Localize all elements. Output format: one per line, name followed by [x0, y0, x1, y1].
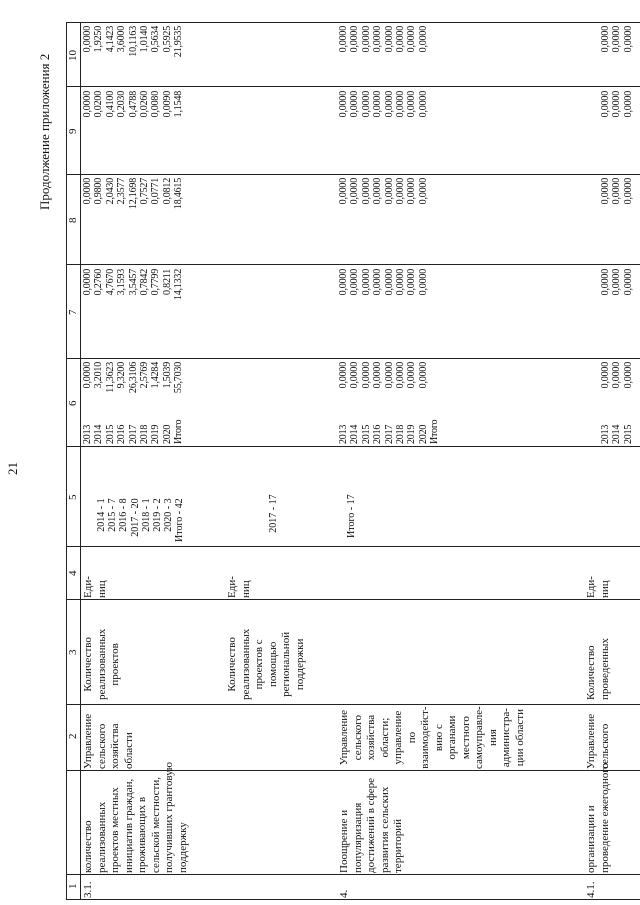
- funding-col-8: 0,0000 0,9800 2,0430 2,3577 12,1698 0,7527 0,0771 0,0812 18,4615: [82, 178, 185, 210]
- row-number: 3.1.: [82, 881, 94, 898]
- header-col-10: 10: [67, 50, 79, 61]
- header-col-8: 8: [67, 217, 79, 223]
- years-list: 2013 2014 2015 2016 2017 2018 2019 2020 Итого: [338, 419, 441, 444]
- funding-col-6: 0,0000 0,0000 0,0000: [600, 362, 634, 389]
- years-list: 2013 2014 2015 2016 2017 2018 2019 2020 Итого: [82, 419, 185, 444]
- unit-of-measure: Еди- ниц: [585, 576, 611, 598]
- header-col-6: 6: [67, 400, 79, 406]
- funding-col-7: 0,0000 0,0000 0,0000: [600, 269, 634, 296]
- unit-of-measure: Еди- ниц: [82, 576, 108, 598]
- funding-col-7: 0,0000 0,2760 4,7670 3,1593 3,5457 0,7842 0,7799 0,8211 14,1332: [82, 269, 185, 301]
- col-border-6: [66, 446, 640, 447]
- header-col-2: 2: [67, 733, 79, 739]
- col-border-10: [66, 86, 640, 87]
- col-border-9: [66, 174, 640, 175]
- header-col-3: 3: [67, 649, 79, 655]
- col-border-7: [66, 358, 640, 359]
- funding-col-9: 0,0000 0,0200 0,4100 0,2030 0,4788 0,0260 0,0080 0,0090 1,1548: [82, 91, 185, 118]
- funding-col-10: 0,0000 0,0000 0,0000 0,0000 0,0000 0,0000 0,0000 0,0000: [338, 26, 429, 53]
- header-col-5: 5: [67, 494, 79, 500]
- funding-col-8: 0,0000 0,0000 0,0000 0,0000 0,0000 0,0000 0,0000 0,0000: [338, 178, 429, 205]
- col-border-3: [66, 704, 640, 705]
- col-border-4: [66, 599, 640, 600]
- page-number: 21: [5, 462, 20, 475]
- header-row-border: [80, 23, 81, 900]
- col-border-1: [66, 874, 640, 875]
- indicator-name-regional: Количество реализованных проектов с помощью региональной поддержки: [226, 628, 306, 700]
- row-number: 4.1.: [585, 881, 597, 898]
- years-list: 2013 2014 2015: [600, 424, 634, 444]
- plan-values: 2014 - 1 2015 - 7 2016 - 8 2017 - 20 2018 - 1 2019 - 2 2020 - 3 Итого - 42: [96, 498, 186, 542]
- header-col-4: 4: [67, 570, 79, 576]
- continuation-title: Продолжение приложения 2: [37, 53, 52, 210]
- responsible-executor: Управление сельского: [585, 713, 611, 769]
- col-border-8: [66, 264, 640, 265]
- funding-col-7: 0,0000 0,0000 0,0000 0,0000 0,0000 0,0000 0,0000 0,0000: [338, 269, 429, 296]
- header-col-7: 7: [67, 309, 79, 315]
- funding-col-10: 0,0000 0,0000 0,0000: [600, 26, 634, 53]
- plan-values-regional: 2017 - 17 Итого - 17: [268, 494, 358, 538]
- unit-of-measure-regional: Еди- ниц: [226, 576, 252, 598]
- funding-col-6: 0,0000 3,2010 11,3623 9,3200 26,3106 2,5769 1,4284 1,5039 55,7030: [82, 362, 185, 394]
- indicator-name: Количество проведенных: [585, 638, 611, 700]
- funding-col-9: 0,0000 0,0000 0,0000: [600, 91, 634, 118]
- measure-name: Поощрение и популяризация достижений в сфере развития сельских территорий: [338, 777, 404, 873]
- col-border-5: [66, 546, 640, 547]
- col-border-11: [66, 22, 640, 23]
- funding-col-9: 0,0000 0,0000 0,0000 0,0000 0,0000 0,0000 0,0000 0,0000: [338, 91, 429, 118]
- funding-col-8: 0,0000 0,0000 0,0000: [600, 178, 634, 205]
- header-col-1: 1: [67, 883, 79, 889]
- table-top-border: [66, 23, 67, 900]
- indicator-name: Количество реализованных проектов: [82, 628, 121, 700]
- responsible-executor: Управление сельского хозяйства области: [82, 713, 135, 769]
- measure-name: количество реализованных проектов местных инициатив граждан, проживающих в сельской местности, получивших грантовую поддержку: [82, 762, 189, 873]
- row-number: 4.: [338, 889, 350, 898]
- funding-col-10: 0,0000 1,9250 4,1423 3,6000 10,1163 1,0140 0,5634 0,5925 21,9535: [82, 26, 185, 58]
- funding-col-6: 0,0000 0,0000 0,0000 0,0000 0,0000 0,0000 0,0000 0,0000: [338, 362, 429, 389]
- responsible-executor: Управление сельского хозяйства области; управление по взаимодейст- вию с органами местного самоуправле- ния администра- ции области: [338, 706, 526, 769]
- header-col-9: 9: [67, 128, 79, 134]
- col-border-0: [66, 899, 640, 900]
- measure-name: организации и проведение ежегодного: [585, 763, 611, 873]
